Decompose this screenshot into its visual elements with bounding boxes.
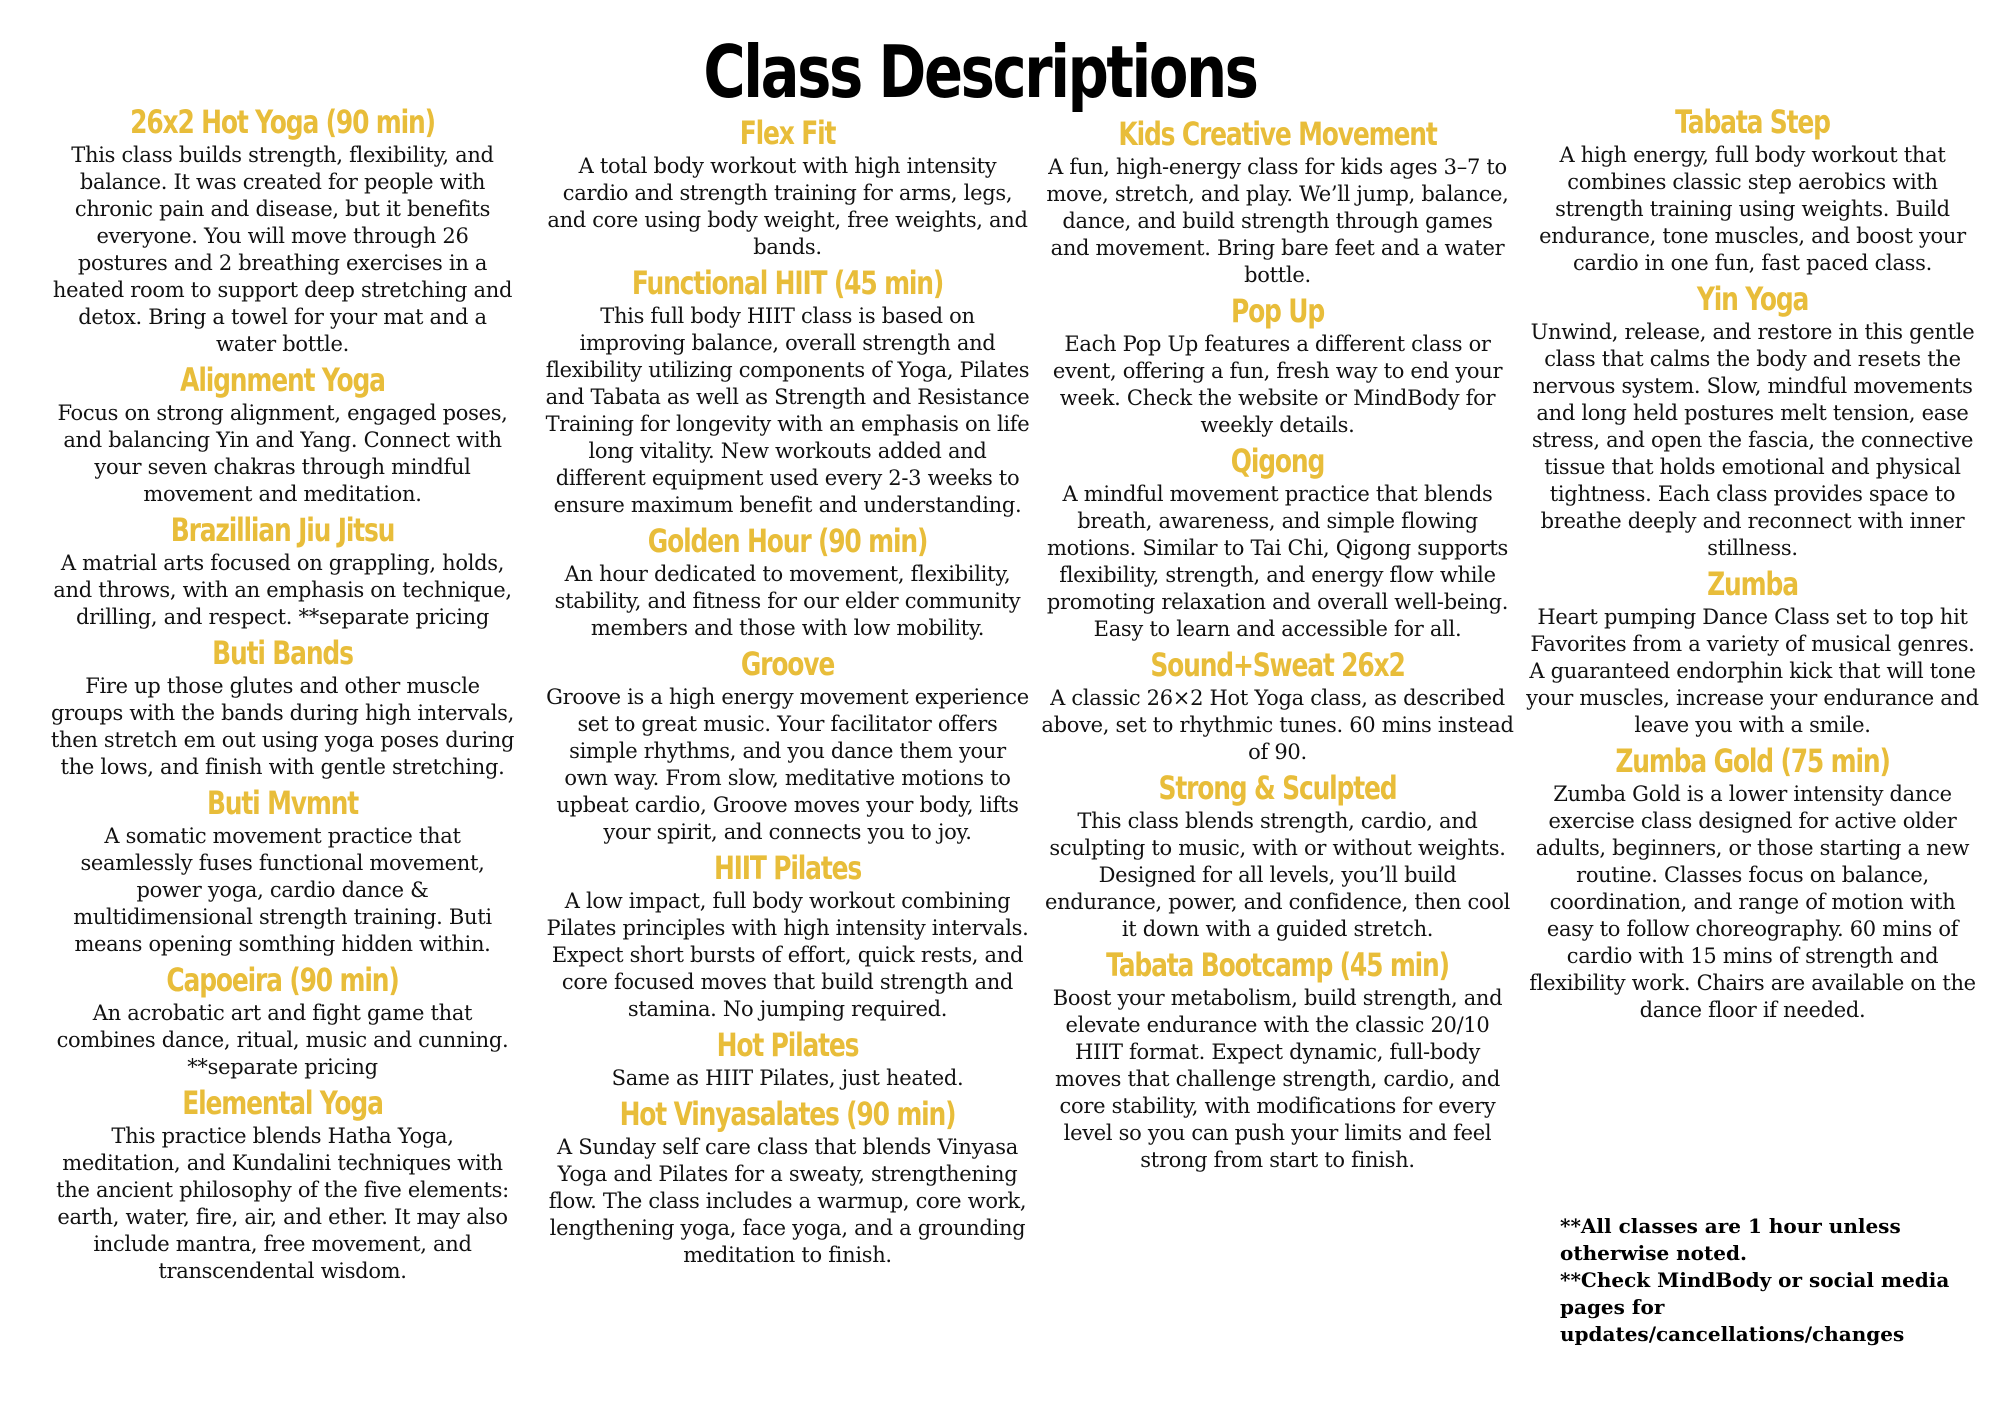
page-title: Class Descriptions (703, 30, 1257, 114)
note-updates: **Check MindBody or social media pages for updates/cancellations/changes (1560, 1268, 1950, 1346)
class-entry (545, 850, 1030, 1023)
class-description: An acrobatic art and fight game that combines dance, ritual, music and cunning. **separate pricing (56, 1001, 509, 1079)
class-name: Tabata Step (1675, 103, 1830, 141)
class-description: A classic 26×2 Hot Yoga class, as described above, set to rhythmic tunes. 60 mins instead of 90. (1041, 686, 1514, 764)
class-entry (1040, 947, 1515, 1174)
class-entry (545, 646, 1030, 846)
class-name: Yin Yoga (1696, 280, 1809, 318)
column-2 (545, 115, 1030, 1273)
class-entry (50, 635, 515, 781)
class-description: Fire up those glutes and other muscle groups with the bands during high intervals, then stretch em out using yoga poses during the lows, and finish with gentle stretching. (50, 674, 515, 779)
class-entry (545, 265, 1030, 519)
class-entry (50, 785, 515, 958)
class-entry (50, 362, 515, 508)
class-entry (545, 1027, 1030, 1092)
note-duration: **All classes are 1 hour unless otherwise noted. (1560, 1214, 1901, 1265)
class-description: Unwind, release, and restore in this gentle class that calms the body and resets the nervous system. Slow, mindful movements and long held postures melt tension, ease stress, and open the fascia, the connective tissue that holds emotional and physical tightness. Each class provides space to breathe deeply and reconnect with inner stillness. (1530, 320, 1975, 560)
class-name: 26x2 Hot Yoga (90 min) (130, 103, 435, 141)
class-description: A somatic movement practice that seamlessly fuses functional movement, power yoga, cardio dance & multidimensional strength training. Buti means opening somthing hidden within. (73, 824, 492, 956)
class-entry (50, 962, 515, 1081)
class-entry (1525, 566, 1980, 739)
class-description: This full body HIIT class is based on improving balance, overall strength and flexibility utilizing components of Yoga, Pilates and Tabata as well as Strength and Resistance Training for longevity with an emphasis on life long vitality. New workouts added and different equipment used every 2-3 weeks to ensure maximum benefit and understanding. (545, 304, 1030, 517)
class-entry (50, 104, 515, 358)
class-entry (1525, 743, 1980, 1024)
class-entry (1040, 770, 1515, 943)
class-name: Qigong (1230, 442, 1325, 480)
class-description: Same as HIIT Pilates, just heated. (611, 1066, 964, 1090)
class-name: Brazillian Jiu Jitsu (170, 511, 395, 549)
column-1 (50, 104, 515, 1289)
class-name: Hot Vinyasalates (90 min) (619, 1095, 956, 1133)
class-entry (50, 1085, 515, 1285)
class-entry (545, 1096, 1030, 1269)
class-entry (1525, 281, 1980, 562)
class-name: Kids Creative Movement (1118, 115, 1437, 153)
class-description: A total body workout with high intensity cardio and strength training for arms, legs, and core using body weight, free weights, and bands. (547, 154, 1028, 259)
class-name: Elemental Yoga (182, 1084, 383, 1122)
class-entry (545, 115, 1030, 261)
class-description: Zumba Gold is a lower intensity dance exercise class designed for active older adults, beginners, or those starting a new routine. Classes focus on balance, coordination, and range of motion with easy to follow choreography. 60 mins of cardio with 15 mins of strength and flexibility work. Chairs are available on the dance floor if needed. (1529, 782, 1976, 1022)
class-name: Capoeira (90 min) (166, 961, 399, 999)
class-description: Each Pop Up features a different class or event, offering a fun, fresh way to end your week. Check the website or MindBody for weekly details. (1052, 332, 1503, 437)
class-entry (1040, 647, 1515, 766)
class-entry (50, 512, 515, 631)
class-name: Pop Up (1230, 292, 1325, 330)
class-description: This practice blends Hatha Yoga, meditation, and Kundalini techniques with the ancient philosophy of the five elements: earth, water, fire, air, and ether. It may also include mantra, free movement, and transcendental wisdom. (56, 1124, 509, 1283)
class-description: This class blends strength, cardio, and sculpting to music, with or without weights. Designed for all levels, you’ll build endurance, power, and confidence, then cool it down with a guided stretch. (1044, 809, 1511, 941)
column-3 (1040, 116, 1515, 1178)
class-name: Hot Pilates (716, 1026, 859, 1064)
class-description: Focus on strong alignment, engaged poses, and balancing Yin and Yang. Connect with your seven chakras through mindful movement and meditation. (57, 401, 508, 506)
class-entry (1040, 443, 1515, 643)
class-description: A mindful movement practice that blends breath, awareness, and simple flowing motions. Similar to Tai Chi, Qigong supports flexibility, strength, and energy flow while promoting relaxation and overall well-being. Easy to learn and accessible for all. (1046, 482, 1509, 641)
class-name: Buti Bands (212, 634, 353, 672)
class-name: Sound+Sweat 26x2 (1150, 646, 1405, 684)
class-name: HIIT Pilates (713, 849, 862, 887)
class-description: A Sunday self care class that blends Vinyasa Yoga and Pilates for a sweaty, strengthening flow. The class includes a warmup, core work, lengthening yoga, face yoga, and a grounding meditation to finish. (548, 1135, 1027, 1267)
class-name: Groove (740, 645, 835, 683)
class-name: Zumba Gold (75 min) (1615, 742, 1890, 780)
footnotes (1560, 1213, 1980, 1348)
class-description: A matrial arts focused on grappling, holds, and throws, with an emphasis on technique, drilling, and respect. **separate pricing (53, 551, 512, 629)
class-name: Buti Mvmnt (206, 784, 359, 822)
class-name: Tabata Bootcamp (45 min) (1106, 946, 1449, 984)
class-name: Flex Fit (739, 114, 836, 152)
class-description: A fun, high-energy class for kids ages 3–7 to move, stretch, and play. We’ll jump, balance, dance, and build strength through games and movement. Bring bare feet and a water bottle. (1046, 155, 1509, 287)
class-description: Heart pumping Dance Class set to top hit Favorites from a variety of musical genres. A guaranteed endorphin kick that will tone your muscles, increase your endurance and leave you with a smile. (1526, 605, 1979, 737)
class-description: This class builds strength, flexibility, and balance. It was created for people with chronic pain and disease, but it benefits everyone. You will move through 26 postures and 2 breathing exercises in a heated room to support deep stretching and detox. Bring a towel for your mat and a water bottle. (52, 143, 513, 356)
class-name: Strong & Sculpted (1158, 769, 1397, 807)
class-entry (545, 523, 1030, 642)
class-description: Boost your metabolism, build strength, and elevate endurance with the classic 20/10 HIIT format. Expect dynamic, full-body moves that challenge strength, cardio, and core stability, with modifications for every level so you can push your limits and feel strong from start to finish. (1052, 986, 1503, 1172)
class-description: Groove is a high energy movement experience set to great music. Your facilitator offers simple rhythms, and you dance them your own way. From slow, meditative motions to upbeat cardio, Groove moves your body, lifts your spirit, and connects you to joy. (546, 685, 1029, 844)
column-4 (1525, 104, 1980, 1028)
class-name: Zumba (1707, 565, 1798, 603)
class-entry (1040, 116, 1515, 289)
class-entry (1525, 104, 1980, 277)
class-entry (1040, 293, 1515, 439)
class-name: Functional HIIT (45 min) (631, 264, 944, 302)
class-description: An hour dedicated to movement, flexibility, stability, and fitness for our elder community members and those with low mobility. (554, 562, 1021, 640)
class-name: Alignment Yoga (180, 361, 385, 399)
class-description: A low impact, full body workout combining Pilates principles with high intensity intervals. Expect short bursts of effort, quick rests, and core focused moves that build strength and stamina. No jumping required. (546, 889, 1029, 1021)
class-name: Golden Hour (90 min) (647, 522, 928, 560)
class-description: A high energy, full body workout that combines classic step aerobics with strength training using weights. Build endurance, tone muscles, and boost your cardio in one fun, fast paced class. (1539, 143, 1966, 275)
